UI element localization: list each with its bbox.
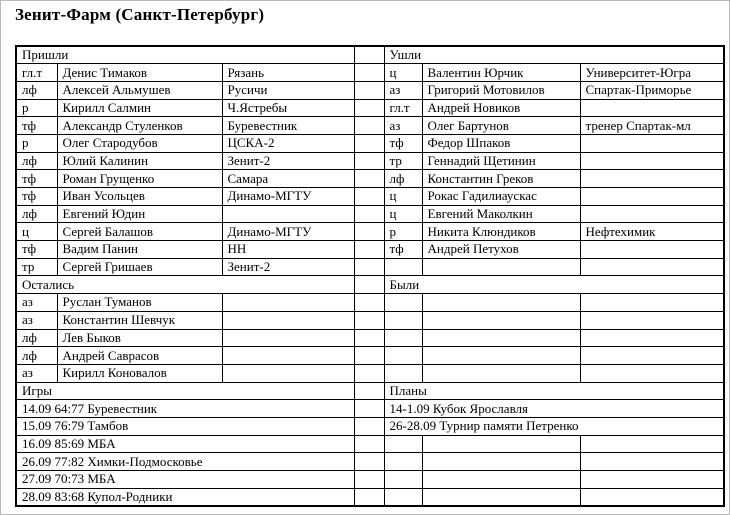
player-club: Зенит-2 [222, 258, 354, 276]
player-position [384, 488, 422, 506]
spacer-cell [354, 64, 384, 82]
player-name: Никита Клюндиков [422, 223, 580, 241]
player-club [580, 241, 724, 259]
spacer-cell [354, 188, 384, 206]
game-entry: 16.09 85:69 МБА [16, 435, 354, 453]
player-position [384, 329, 422, 347]
player-club [580, 258, 724, 276]
spacer-cell [354, 205, 384, 223]
player-position: лф [16, 81, 57, 99]
player-position [384, 258, 422, 276]
player-position: лф [16, 205, 57, 223]
player-position: тф [384, 241, 422, 259]
player-club [580, 329, 724, 347]
player-name: Сергей Балашов [57, 223, 222, 241]
left-section-header: Пришли [16, 46, 354, 64]
spacer-cell [354, 170, 384, 188]
player-position: аз [384, 81, 422, 99]
table-row [16, 471, 724, 489]
player-club: Зенит-2 [222, 152, 354, 170]
player-club: Университет-Югра [580, 64, 724, 82]
table-row [16, 400, 724, 418]
player-position [384, 471, 422, 489]
plan-entry: 26-28.09 Турнир памяти Петренко [384, 417, 724, 435]
player-name: Федор Шпаков [422, 134, 580, 152]
table-row [16, 223, 724, 241]
spacer-cell [354, 311, 384, 329]
player-position: гл.т [16, 64, 57, 82]
spacer-cell [354, 329, 384, 347]
player-name [422, 329, 580, 347]
player-position: ц [384, 205, 422, 223]
table-row [16, 46, 724, 64]
player-name [422, 488, 580, 506]
table-row [16, 258, 724, 276]
table-row [16, 170, 724, 188]
spacer-cell [354, 435, 384, 453]
player-name [422, 347, 580, 365]
player-position: лф [16, 329, 57, 347]
player-name: Александр Стуленков [57, 117, 222, 135]
table-row [16, 241, 724, 259]
player-club [222, 347, 354, 365]
player-club: ЦСКА-2 [222, 134, 354, 152]
left-section-header: Остались [16, 276, 354, 294]
table-row [16, 205, 724, 223]
player-position [384, 294, 422, 312]
player-name [422, 471, 580, 489]
player-name: Евгений Юдин [57, 205, 222, 223]
player-name: Евгений Маколкин [422, 205, 580, 223]
player-name: Олег Стародубов [57, 134, 222, 152]
player-position: лф [384, 170, 422, 188]
player-club: Динамо-МГТУ [222, 223, 354, 241]
player-club: Рязань [222, 64, 354, 82]
player-position: лф [16, 347, 57, 365]
player-club [222, 205, 354, 223]
player-position: ц [384, 64, 422, 82]
player-position: ц [16, 223, 57, 241]
player-club [580, 347, 724, 365]
player-club [580, 311, 724, 329]
table-row [16, 188, 724, 206]
player-position [384, 364, 422, 382]
spacer-cell [354, 417, 384, 435]
spacer-cell [354, 488, 384, 506]
spacer-cell [354, 46, 384, 64]
game-entry: 26.09 77:82 Химки-Подмосковье [16, 453, 354, 471]
table-row [16, 64, 724, 82]
player-name: Лев Быков [57, 329, 222, 347]
player-position: тф [384, 134, 422, 152]
player-name [422, 453, 580, 471]
player-club [580, 435, 724, 453]
spacer-cell [354, 117, 384, 135]
right-section-header: Планы [384, 382, 724, 400]
player-name: Константин Шевчук [57, 311, 222, 329]
player-club [580, 471, 724, 489]
player-position: тф [16, 188, 57, 206]
player-position: аз [16, 364, 57, 382]
player-name: Иван Усольцев [57, 188, 222, 206]
player-club [580, 99, 724, 117]
player-name [422, 435, 580, 453]
player-name: Юлий Калинин [57, 152, 222, 170]
spacer-cell [354, 294, 384, 312]
player-position: р [16, 134, 57, 152]
player-club [580, 205, 724, 223]
player-position: лф [16, 152, 57, 170]
player-position: тр [384, 152, 422, 170]
player-name: Андрей Новиков [422, 99, 580, 117]
player-club: Русичи [222, 81, 354, 99]
spacer-cell [354, 258, 384, 276]
right-section-header: Были [384, 276, 724, 294]
table-row [16, 382, 724, 400]
right-section-header: Ушли [384, 46, 724, 64]
left-section-header: Игры [16, 382, 354, 400]
game-entry: 14.09 64:77 Буревестник [16, 400, 354, 418]
player-name: Алексей Альмушев [57, 81, 222, 99]
spacer-cell [354, 347, 384, 365]
player-club: Динамо-МГТУ [222, 188, 354, 206]
spacer-cell [354, 81, 384, 99]
table-row [16, 117, 724, 135]
player-position [384, 453, 422, 471]
player-position: аз [384, 117, 422, 135]
player-position: аз [16, 294, 57, 312]
game-entry: 27.09 70:73 МБА [16, 471, 354, 489]
player-name: Вадим Панин [57, 241, 222, 259]
player-position: тф [16, 170, 57, 188]
player-name: Андрей Петухов [422, 241, 580, 259]
roster-table [15, 45, 725, 507]
player-name [422, 258, 580, 276]
player-club [580, 488, 724, 506]
player-name: Роман Грущенко [57, 170, 222, 188]
player-name: Рокас Гадилиаускас [422, 188, 580, 206]
player-club [580, 170, 724, 188]
table-row [16, 81, 724, 99]
player-club [222, 311, 354, 329]
player-position: гл.т [384, 99, 422, 117]
spacer-cell [354, 99, 384, 117]
player-club: Спартак-Приморье [580, 81, 724, 99]
plan-entry: 14-1.09 Кубок Ярославля [384, 400, 724, 418]
table-row [16, 329, 724, 347]
player-position [384, 347, 422, 365]
table-row [16, 311, 724, 329]
table-row [16, 488, 724, 506]
roster-table-body [16, 46, 724, 506]
player-club [222, 294, 354, 312]
player-name [422, 364, 580, 382]
page-title: Зенит-Фарм (Санкт-Петербург) [15, 5, 265, 24]
player-name: Андрей Саврасов [57, 347, 222, 365]
table-row [16, 435, 724, 453]
player-club [580, 134, 724, 152]
player-position [384, 311, 422, 329]
player-club [580, 188, 724, 206]
game-entry: 28.09 83:68 Купол-Родники [16, 488, 354, 506]
player-club: НН [222, 241, 354, 259]
player-club: Самара [222, 170, 354, 188]
spacer-cell [354, 453, 384, 471]
player-position: тф [16, 117, 57, 135]
player-name: Валентин Юрчик [422, 64, 580, 82]
player-name: Кирилл Коновалов [57, 364, 222, 382]
player-position: ц [384, 188, 422, 206]
player-name: Кирилл Салмин [57, 99, 222, 117]
spacer-cell [354, 400, 384, 418]
player-name: Константин Греков [422, 170, 580, 188]
player-name: Олег Бартунов [422, 117, 580, 135]
player-position: аз [16, 311, 57, 329]
table-row [16, 276, 724, 294]
spacer-cell [354, 382, 384, 400]
table-row [16, 453, 724, 471]
player-club: Буревестник [222, 117, 354, 135]
player-position [384, 435, 422, 453]
player-name: Геннадий Щетинин [422, 152, 580, 170]
table-row [16, 134, 724, 152]
player-name [422, 311, 580, 329]
spacer-cell [354, 241, 384, 259]
player-position: тр [16, 258, 57, 276]
player-name: Руслан Туманов [57, 294, 222, 312]
spacer-cell [354, 471, 384, 489]
player-position: тф [16, 241, 57, 259]
player-club [580, 152, 724, 170]
table-row [16, 347, 724, 365]
game-entry: 15.09 76:79 Тамбов [16, 417, 354, 435]
table-row [16, 152, 724, 170]
player-club [580, 364, 724, 382]
player-club [580, 294, 724, 312]
player-name: Денис Тимаков [57, 64, 222, 82]
player-name: Григорий Мотовилов [422, 81, 580, 99]
player-position: р [384, 223, 422, 241]
spacer-cell [354, 223, 384, 241]
table-row [16, 99, 724, 117]
spacer-cell [354, 276, 384, 294]
spacer-cell [354, 152, 384, 170]
player-club [580, 453, 724, 471]
table-row [16, 417, 724, 435]
player-club [222, 364, 354, 382]
table-row [16, 364, 724, 382]
spacer-cell [354, 364, 384, 382]
player-club: Нефтехимик [580, 223, 724, 241]
player-club [222, 329, 354, 347]
player-club: тренер Спартак-мл [580, 117, 724, 135]
player-name: Сергей Гришаев [57, 258, 222, 276]
spacer-cell [354, 134, 384, 152]
player-club: Ч.Ястребы [222, 99, 354, 117]
player-name [422, 294, 580, 312]
player-position: р [16, 99, 57, 117]
table-row [16, 294, 724, 312]
